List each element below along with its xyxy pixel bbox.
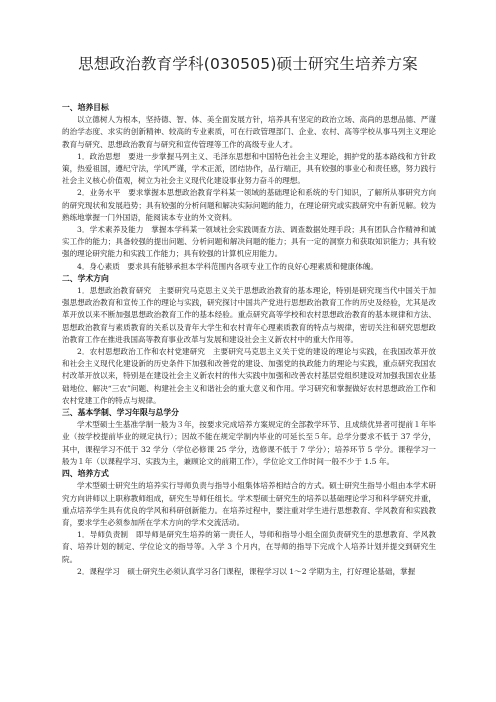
paragraph: 学术型硕士生基准学制一般为３年，按要求完成培养方案规定的全部教学环节、且成绩优异者可提前１年毕业（按学校提前毕业的规定执行）；因故不能在规定学制内毕业的可延长至５年。总学分要求不低于 37 学分，其中，课程学习不低于 32 学分（学位必修课 25 学分，选修课不低于 7 学分）；培养环节 5 学分。课程学习一般为１年（以课程学习、实践为主，兼顾论文的前期工作），学位论文工作时间一般不少于 1.5 年。 bbox=[62, 420, 436, 466]
section-heading: 三、基本学制、学习年限与总学分 bbox=[62, 408, 179, 418]
paragraph: 1．政治思想 要进一步掌握马列主义、毛泽东思想和中国特色社会主义理论，拥护党的基本路线和方针政策，热爱祖国，遵纪守法，学风严谨，学术正派，团结协作，品行端正，具有较强的事业心和责任感，努力践行社会主义核心价值观，树立为社会主义现代化建设事业努力奋斗的理想。 bbox=[62, 151, 436, 186]
document-title: 思想政治教育学科(030505)硕士研究生培养方案 bbox=[78, 55, 418, 73]
paragraph: 2．课程学习 硕士研究生必须认真学习各门课程，课程学习以 1～2 学期为主，打好理论基础，掌握 bbox=[77, 566, 416, 576]
document-body bbox=[62, 102, 436, 578]
section-heading: 二、学术方向 bbox=[62, 273, 109, 283]
paragraph: 1．导师负责制 即导师是研究生培养的第一责任人，导师和指导小组全面负责研究生的思想教育、学风教育、培养计划的制定、学位论文的指导等。入学 3 个月内，在导师的指导下完成个人培养计划并提交到研究生院。 bbox=[62, 530, 436, 564]
section-heading: 一、培养目标 bbox=[62, 103, 109, 112]
paragraph: 学术型硕士研究生的培养实行导师负责与指导小组集体培养相结合的方式。硕士研究生指导小组由本学术研究方向讲师以上职称教师组成，研究生导师任组长。学术型硕士研究生的培养以基础理论学习和科学研究并重，重点培养学生具有优良的学风和科研创新能力。在培养过程中，要注重对学生进行思想教育、学风教育和实践教育，要求学生必须参加所在学术方向的学术交流活动。 bbox=[62, 481, 436, 527]
section-heading: 四、培养方式 bbox=[62, 469, 109, 479]
paragraph: 2．业务水平 要求掌握本思想政治教育学科某一领域的基础理论和系统的专门知识，了解所从事研究方向的研究现状和发展趋势；具有较强的分析问题和解决实际问题的能力，在理论研究或实践研究中有新见解。较为熟练地掌握一门外国语，能阅读本专业的外文资料。 bbox=[62, 188, 436, 222]
paragraph: 1．思想政治教育研究 主要研究马克思主义关于思想政治教育的基本理论，特别是研究现当代中国关于加强思想政治教育和宣传工作的理论与实践，研究探讨中国共产党进行思想政治教育工作的历史及经验，尤其是改革开放以来不断加强思想政治教育工作的基本经验。重点研究高等学校和农村思想政治教育的基本规律和方法、思想政治教育与素质教育的关系以及青年大学生和农村青年心理素质教育的特点与规律，密切关注和研究思想政治教育工作在推进我国高等教育事业改革与发展和建设社会主义新农村中的重大作用等。 bbox=[62, 286, 436, 344]
paragraph: 4．身心素质 要求具有能够承担本学科范围内各项专业工作的良好心理素质和健康体魄。 bbox=[77, 261, 378, 271]
paragraph: 2．农村思想政治工作和农村党建研究 主要研究马克思主义关于党的建设的理论与实践，在我国改革开放和社会主义现代化建设新的历史条件下加强和改善党的建设、加强党的执政能力的理论与实践，重点研究我国农村改革开放以来，特别是在建设社会主义新农村的伟大实践中加强和改善农村基层党组织建设对加强我国农业基础地位、解决“三农”问题、构建社会主义和谐社会的重大意义和作用。学习研究和掌握做好农村思想政治工作和农村党建工作的特点与规律。 bbox=[62, 347, 436, 405]
paragraph: 以立德树人为根本，坚持德、智、体、美全面发展方针，培养具有坚定的政治立场、高尚的思想品德、严谨的治学态度、求实的创新精神、较高的专业素质，可在行政管理部门、企业、农村、高等学校从事马列主义理论教育与研究、思想政治教育与研究和宣传管理等工作的高级专业人才。 bbox=[62, 115, 436, 149]
paragraph: 3．学术素养及能力 掌握本学科某一领域社会实践调查方法、调查数据处理手段；具有团队合作精神和诚实工作的能力；具备较强的提出问题、分析问题和解决问题的能力；具有一定的洞察力和获取知识能力；具有较强的理论研究能力和实践工作能力；具有较强的计算机应用能力。 bbox=[62, 225, 436, 259]
